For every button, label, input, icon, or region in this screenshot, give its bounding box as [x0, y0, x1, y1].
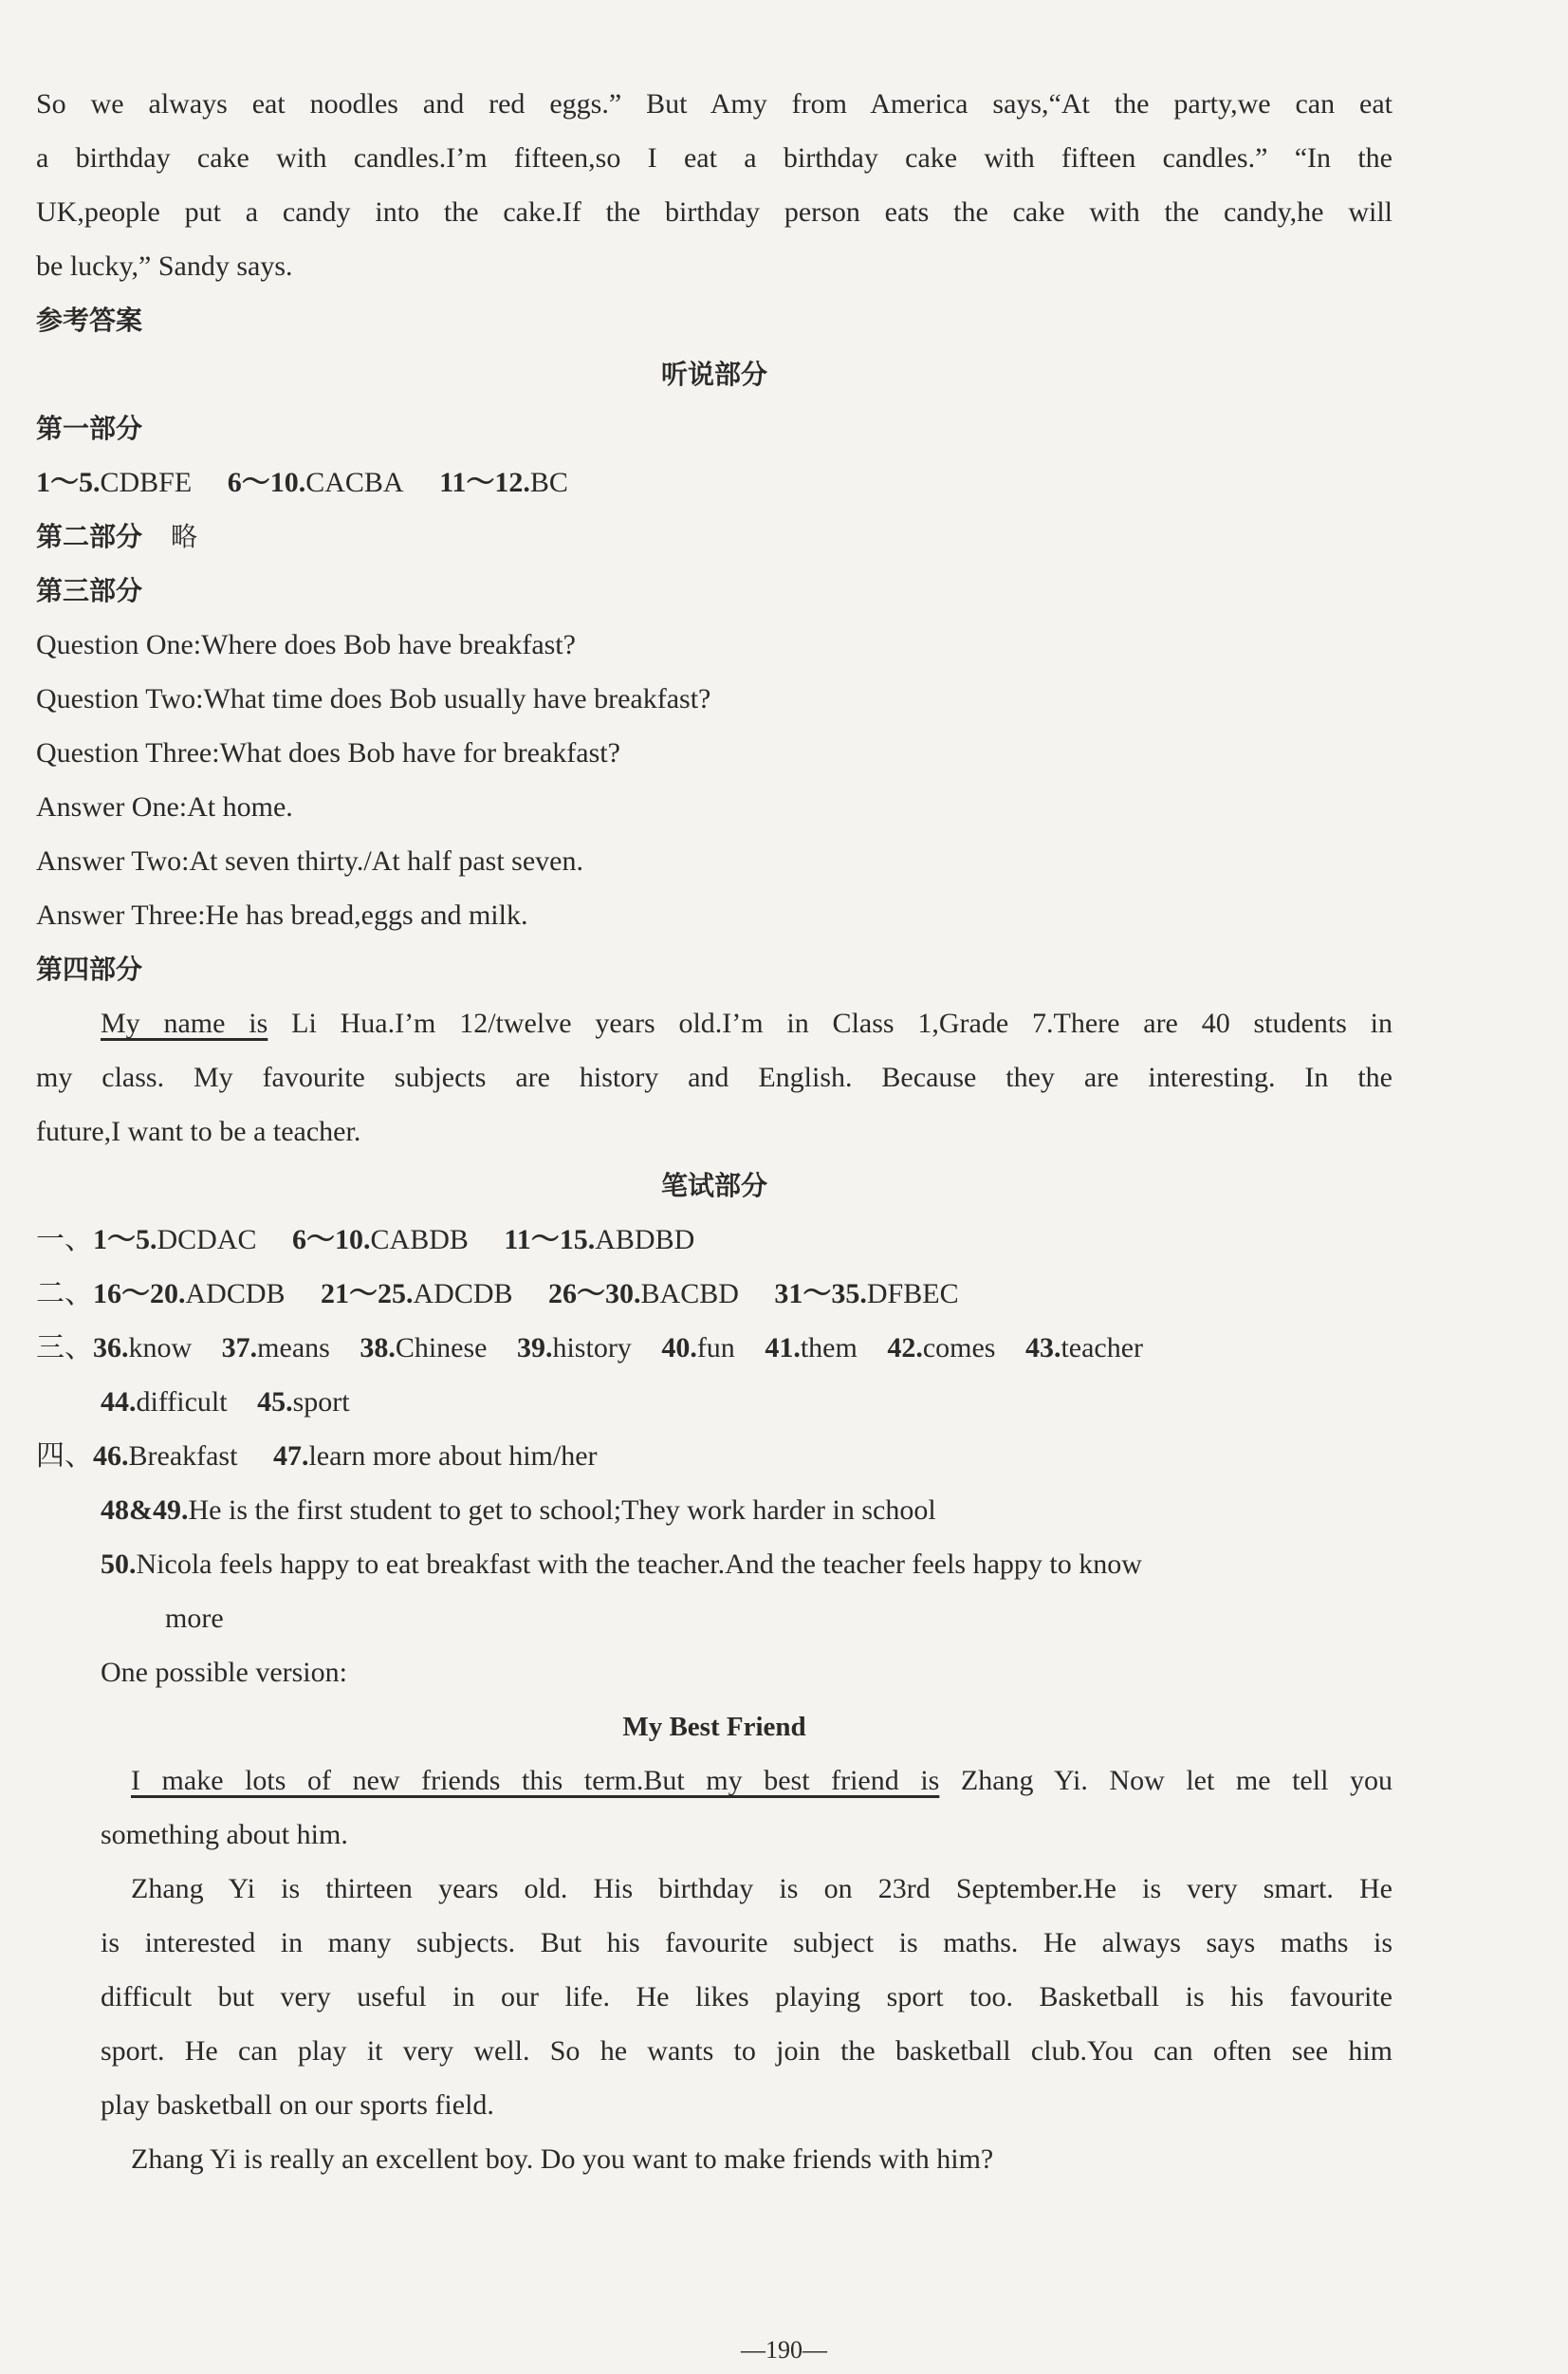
- section-prefix: 四、: [36, 1440, 93, 1472]
- qa-line: Question Three:What does Bob have for breakfast?: [36, 737, 620, 769]
- section2-answers: 二、16～20.ADCDB 21～25.ADCDB 26～30.BACBD 31～35.DFBEC: [36, 1278, 959, 1309]
- answer-num: 6～10.: [227, 467, 306, 498]
- qa-line: Answer One:At home.: [36, 791, 293, 823]
- part2-label: 第二部分: [36, 521, 143, 552]
- essay-line: difficult but very useful in our life. He likes playing sport too. Basketball is his favourite: [101, 1981, 1393, 2012]
- page-number: —190—: [741, 2336, 827, 2364]
- section1-answers: 一、1～5.DCDAC 6～10.CABDB 11～15.ABDBD: [36, 1224, 695, 1255]
- underlined-phrase: My name is: [101, 1008, 268, 1039]
- part2-note: 略: [171, 521, 198, 552]
- part3-label: 第三部分: [36, 575, 143, 606]
- answer-value: BC: [529, 467, 568, 498]
- part1-answers: [36, 464, 1393, 518]
- essay-line: Zhang Yi is really an excellent boy. Do you want to make friends with him?: [131, 2143, 994, 2175]
- answer-value: CACBA: [305, 467, 404, 498]
- answers-heading: 参考答案: [36, 305, 143, 336]
- writing-title: 笔试部分: [660, 1170, 767, 1201]
- section-prefix: 一、: [36, 1224, 93, 1255]
- answer-page: [36, 85, 1393, 2195]
- passage-line: a birthday cake with candles.I’m fifteen,so I eat a birthday cake with fifteen candles.” “In the: [36, 142, 1393, 174]
- part4-line: future,I want to be a teacher.: [36, 1116, 361, 1147]
- part1-label: 第一部分: [36, 413, 143, 444]
- answer-num: 1～5.: [36, 467, 101, 498]
- essay-line: I make lots of new friends this term.But my best friend is Zhang Yi. Now let me tell you: [131, 1765, 1393, 1796]
- qa-line: Answer Two:At seven thirty./At half past seven.: [36, 845, 583, 877]
- section3-answers: 三、36.know 37.means 38.Chinese 39.history 40.fun 41.them 42.comes 43.teacher: [36, 1332, 1144, 1363]
- section4-answers: 四、46.Breakfast 47.learn more about him/her: [36, 1440, 598, 1472]
- essay-line: something about him.: [101, 1819, 348, 1850]
- qa-line: Answer Three:He has bread,eggs and milk.: [36, 900, 528, 931]
- qa-line: Question Two:What time does Bob usually have breakfast?: [36, 683, 711, 714]
- part4-line: My name is Li Hua.I’m 12/twelve years old.I’m in Class 1,Grade 7.There are 40 students in: [101, 1008, 1393, 1039]
- essay-line: sport. He can play it very well. So he wants to join the basketball club.You can often see him: [101, 2035, 1393, 2067]
- passage-line: be lucky,” Sandy says.: [36, 250, 293, 282]
- answer-50-cont: more: [165, 1603, 224, 1634]
- essay-line: is interested in many subjects. But his favourite subject is maths. He always says maths is: [101, 1927, 1393, 1958]
- answer-48-49: 48&49.He is the first student to get to school;They work harder in school: [101, 1494, 936, 1526]
- qa-line: Question One:Where does Bob have breakfast?: [36, 629, 576, 660]
- essay-line: Zhang Yi is thirteen years old. His birthday is on 23rd September.He is very smart. He: [131, 1873, 1393, 1904]
- answer-value: CDBFE: [100, 467, 193, 498]
- part4-label: 第四部分: [36, 954, 143, 985]
- passage-line: UK,people put a candy into the cake.If the birthday person eats the cake with the candy,he will: [36, 196, 1393, 228]
- listening-title: 听说部分: [660, 359, 767, 390]
- section-prefix: 三、: [36, 1332, 93, 1363]
- answer-num: 11～12.: [439, 467, 530, 498]
- passage-line: So we always eat noodles and red eggs.” But Amy from America says,“At the party,we can eat: [36, 88, 1393, 120]
- underlined-phrase: I make lots of new friends this term.But my best friend is: [131, 1765, 940, 1796]
- answer-50: 50.Nicola feels happy to eat breakfast with the teacher.And the teacher feels happy to know: [101, 1549, 1142, 1580]
- part4-line: my class. My favourite subjects are history and English. Because they are interesting. In the: [36, 1062, 1393, 1093]
- section3-answers-cont: 44.difficult 45.sport: [101, 1386, 350, 1418]
- essay-title: My Best Friend: [622, 1712, 806, 1742]
- part2-row: [36, 518, 1393, 572]
- version-label: One possible version:: [101, 1657, 347, 1688]
- essay-line: play basketball on our sports field.: [101, 2089, 494, 2121]
- section-prefix: 二、: [36, 1278, 93, 1309]
